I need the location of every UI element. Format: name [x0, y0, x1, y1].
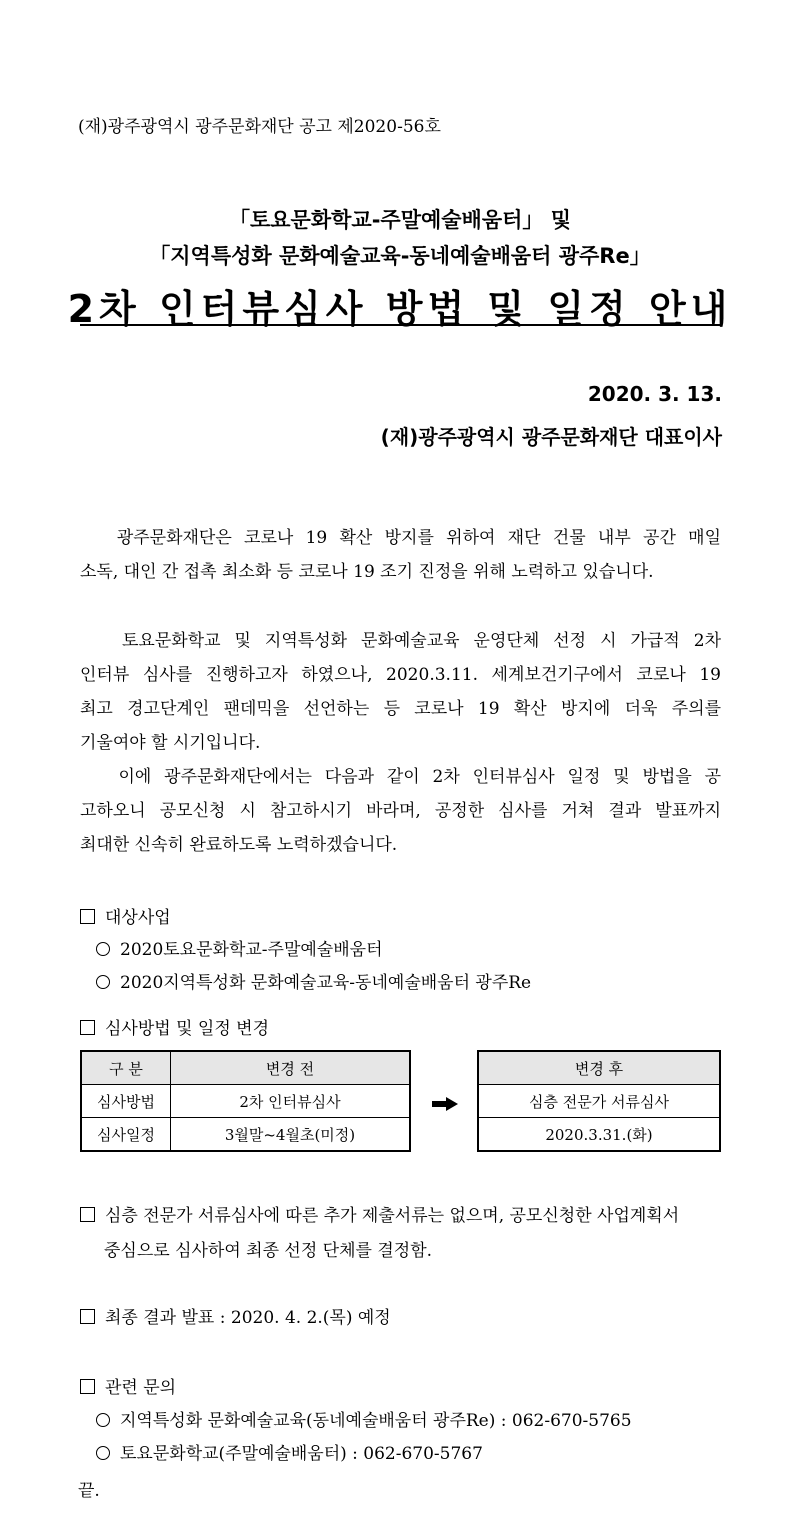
before-change-table — [80, 1050, 411, 1152]
table-header: 변경 후 — [478, 1051, 720, 1085]
circle-bullet-icon — [96, 942, 110, 956]
notice-date: 2020. 3. 13. — [587, 382, 722, 406]
section-contact-heading — [80, 1373, 176, 1398]
table-cell: 3월말~4월초(미정) — [171, 1118, 411, 1152]
paragraph-line: 이에 광주문화재단에서는 다음과 같이 2차 인터뷰심사 일정 및 방법을 공 — [80, 767, 721, 787]
table-cell: 심사일정 — [81, 1118, 171, 1152]
title-line-1: 「토요문화학교-주말예술배움터」 및 — [228, 208, 572, 232]
title-line-2: 「지역특성화 문화예술교육-동네예술배움터 광주Re」 — [149, 244, 651, 268]
checkbox-square-icon — [80, 1309, 95, 1324]
section-result — [80, 1303, 391, 1328]
section-target-heading — [80, 903, 171, 928]
title-underline — [80, 324, 721, 326]
section-note — [80, 1201, 679, 1226]
table-row — [81, 1085, 410, 1118]
section-heading-text: 관련 문의 — [105, 1378, 177, 1398]
paragraph-intro — [80, 521, 721, 589]
end-mark: 끝. — [78, 1481, 100, 1501]
paragraph-line: 인터뷰 심사를 진행하고자 하였으나, 2020.3.11. 세계보건기구에서 코로나 19 — [80, 665, 721, 685]
paragraph-main — [80, 624, 721, 862]
list-item-text: 2020지역특성화 문화예술교육-동네예술배움터 광주Re — [120, 973, 532, 993]
right-arrow-icon — [432, 1097, 458, 1111]
table-header: 변경 전 — [171, 1051, 411, 1085]
section-heading-text: 심사방법 및 일정 변경 — [105, 1019, 270, 1039]
circle-bullet-icon — [96, 975, 110, 989]
paragraph-line: 기울여야 할 시기입니다. — [80, 733, 261, 753]
table-cell: 심사방법 — [81, 1085, 171, 1118]
note-text-line: 심층 전문가 서류심사에 따른 추가 제출서류는 없으며, 공모신청한 사업계획서 — [105, 1206, 680, 1226]
circle-bullet-icon — [96, 1413, 110, 1427]
checkbox-square-icon — [80, 1207, 95, 1222]
table-row — [478, 1085, 720, 1118]
paragraph-line: 고하오니 공모신청 시 참고하시기 바라며, 공정한 심사를 거쳐 결과 발표까지 — [80, 801, 721, 821]
table-header: 구 분 — [81, 1051, 171, 1085]
list-item — [96, 1439, 483, 1464]
note-text-line: 중심으로 심사하여 최종 선정 단체를 결정함. — [104, 1241, 433, 1261]
list-item-text: 지역특성화 문화예술교육(동네예술배움터 광주Re) : 062-670-5765 — [120, 1411, 632, 1431]
paragraph-line: 광주문화재단은 코로나 19 확산 방지를 위하여 재단 건물 내부 공간 매일 — [80, 528, 721, 548]
checkbox-square-icon — [80, 909, 95, 924]
checkbox-square-icon — [80, 1379, 95, 1394]
issuer: (재)광주광역시 광주문화재단 대표이사 — [380, 425, 722, 449]
after-change-table — [477, 1050, 721, 1152]
section-method-heading — [80, 1014, 269, 1039]
page-title: 2차 인터뷰심사 방법 및 일정 안내 — [67, 287, 733, 331]
table-cell: 심층 전문가 서류심사 — [478, 1085, 720, 1118]
paragraph-line: 소독, 대인 간 접촉 최소화 등 코로나 19 조기 진정을 위해 노력하고 있습니다. — [80, 562, 654, 582]
list-item-text: 2020토요문화학교-주말예술배움터 — [120, 940, 383, 960]
paragraph-line: 토요문화학교 및 지역특성화 문화예술교육 운영단체 선정 시 가급적 2차 — [80, 631, 721, 651]
table-row — [478, 1118, 720, 1152]
table-cell: 2차 인터뷰심사 — [171, 1085, 411, 1118]
list-item-text: 토요문화학교(주말예술배움터) : 062-670-5767 — [120, 1444, 483, 1464]
paragraph-line: 최대한 신속히 완료하도록 노력하겠습니다. — [80, 835, 398, 855]
list-item — [96, 935, 383, 960]
notice-number: (재)광주광역시 광주문화재단 공고 제2020-56호 — [78, 117, 441, 137]
list-item — [96, 1406, 632, 1431]
section-heading-text: 대상사업 — [105, 908, 171, 928]
paragraph-line: 최고 경고단계인 팬데믹을 선언하는 등 코로나 19 확산 방지에 더욱 주의를 — [80, 699, 721, 719]
circle-bullet-icon — [96, 1446, 110, 1460]
result-text: 최종 결과 발표 : 2020. 4. 2.(목) 예정 — [105, 1308, 391, 1328]
table-cell: 2020.3.31.(화) — [478, 1118, 720, 1152]
table-row — [81, 1118, 410, 1152]
checkbox-square-icon — [80, 1020, 95, 1035]
list-item — [96, 968, 531, 993]
